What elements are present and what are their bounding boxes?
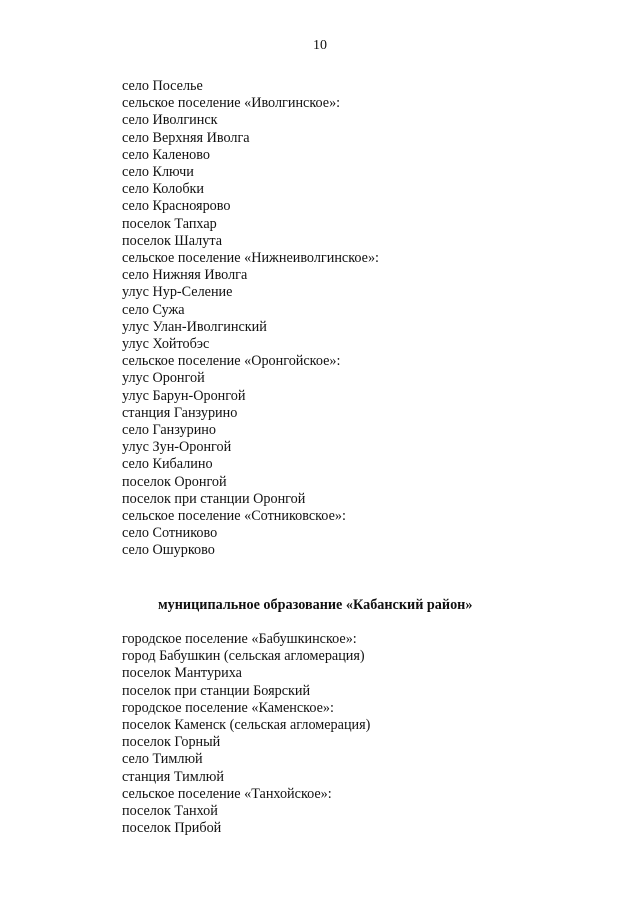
list-item: поселок Танхой xyxy=(122,803,218,820)
list-item: село Ошурково xyxy=(122,542,215,559)
list-item: село Нижняя Иволга xyxy=(122,267,248,284)
list-item: село Тимлюй xyxy=(122,751,203,768)
list-item: поселок Каменск (сельская агломерация) xyxy=(122,717,371,734)
page-number: 10 xyxy=(313,38,327,53)
settlement-list-1 xyxy=(122,78,379,560)
list-item: поселок Мантуриха xyxy=(122,665,242,682)
list-item: село Кибалино xyxy=(122,456,213,473)
list-item: улус Оронгой xyxy=(122,370,205,387)
list-item: село Верхняя Иволга xyxy=(122,129,250,146)
list-item: село Ганзурино xyxy=(122,422,216,439)
list-item: село Поселье xyxy=(122,78,203,94)
list-item: улус Зун-Оронгой xyxy=(122,439,232,456)
list-item: село Красноярово xyxy=(122,198,231,215)
list-item: сельское поселение «Иволгинское»: xyxy=(122,95,341,112)
list-item: сельское поселение «Нижнеиволгинское»: xyxy=(122,250,379,267)
list-item: село Колобки xyxy=(122,181,205,198)
list-item: городское поселение «Каменское»: xyxy=(122,699,334,716)
list-item: поселок Оронгой xyxy=(122,473,227,490)
section-heading: муниципальное образование «Кабанский район» xyxy=(158,597,473,613)
list-item: поселок Тапхар xyxy=(122,215,217,232)
list-item: улус Улан-Иволгинский xyxy=(122,318,267,335)
list-item: поселок при станции Оронгой xyxy=(122,490,306,507)
list-item: улус Нур-Селение xyxy=(122,284,233,301)
list-item: поселок Горный xyxy=(122,734,221,751)
list-item: город Бабушкин (сельская агломерация) xyxy=(122,648,365,665)
list-item: улус Хойтобэс xyxy=(122,336,210,353)
list-item: сельское поселение «Сотниковское»: xyxy=(122,508,346,525)
list-item: поселок Шалута xyxy=(122,232,222,249)
list-item: сельское поселение «Оронгойское»: xyxy=(122,353,341,370)
settlement-list-2 xyxy=(122,631,370,837)
list-item: село Каленово xyxy=(122,146,210,163)
list-item: село Ключи xyxy=(122,164,194,181)
list-item: село Сотниково xyxy=(122,525,218,542)
list-item: городское поселение «Бабушкинское»: xyxy=(122,631,357,647)
list-item: поселок при станции Боярский xyxy=(122,682,311,699)
list-item: село Иволгинск xyxy=(122,112,218,129)
list-item: улус Барун-Оронгой xyxy=(122,387,246,404)
list-item: станция Ганзурино xyxy=(122,404,238,421)
list-item: сельское поселение «Танхойское»: xyxy=(122,785,332,802)
list-item: поселок Прибой xyxy=(122,820,222,837)
list-item: станция Тимлюй xyxy=(122,768,224,785)
list-item: село Сужа xyxy=(122,301,185,318)
